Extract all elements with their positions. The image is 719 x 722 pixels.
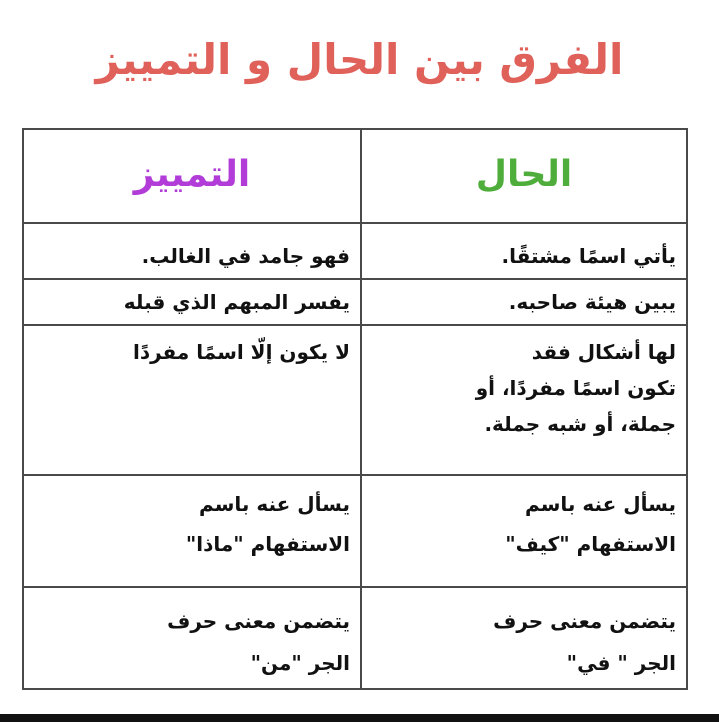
table-row xyxy=(24,224,686,280)
table-cell-hal xyxy=(360,326,686,474)
cell-text: يتضمن معنى حرف الجر " في" xyxy=(493,609,676,675)
cell-text: يفسر المبهم الذي قبله xyxy=(123,290,350,314)
table-cell-tamyeez xyxy=(24,476,360,586)
table-row xyxy=(24,326,686,476)
table-cell-tamyeez xyxy=(24,326,360,474)
table-cell-hal xyxy=(360,280,686,324)
table-cell-hal xyxy=(360,588,686,690)
cell-text: يبين هيئة صاحبه. xyxy=(508,290,676,314)
table-header-row xyxy=(24,130,686,224)
cell-text: يسأل عنه باسم الاستفهام "ماذا" xyxy=(185,492,350,556)
header-cell-hal xyxy=(360,130,686,222)
table-row xyxy=(24,588,686,690)
page-title: الفرق بين الحال و التمييز xyxy=(95,35,624,84)
cell-text: لا يكون إلّا اسمًا مفردًا xyxy=(132,340,350,364)
column-header-tamyeez: التمييز xyxy=(133,154,251,195)
comparison-table xyxy=(22,128,688,690)
table-cell-tamyeez xyxy=(24,224,360,278)
table-row xyxy=(24,280,686,326)
table-cell-hal xyxy=(360,476,686,586)
table-row xyxy=(24,476,686,588)
cell-text: يسأل عنه باسم الاستفهام "كيف" xyxy=(505,492,676,556)
cell-text: لها أشكال فقد تكون اسمًا مفردًا، أو جملة، أو شبه جملة. xyxy=(475,340,676,436)
cell-text: يأتي اسمًا مشتقًا. xyxy=(501,244,676,268)
cell-text: يتضمن معنى حرف الجر "من" xyxy=(167,609,350,675)
header-cell-tamyeez xyxy=(24,130,360,222)
cell-text: فهو جامد في الغالب. xyxy=(141,244,350,268)
table-cell-hal xyxy=(360,224,686,278)
column-header-hal: الحال xyxy=(475,154,573,195)
table-cell-tamyeez xyxy=(24,588,360,690)
bottom-edge-bar xyxy=(0,714,719,722)
table-cell-tamyeez xyxy=(24,280,360,324)
